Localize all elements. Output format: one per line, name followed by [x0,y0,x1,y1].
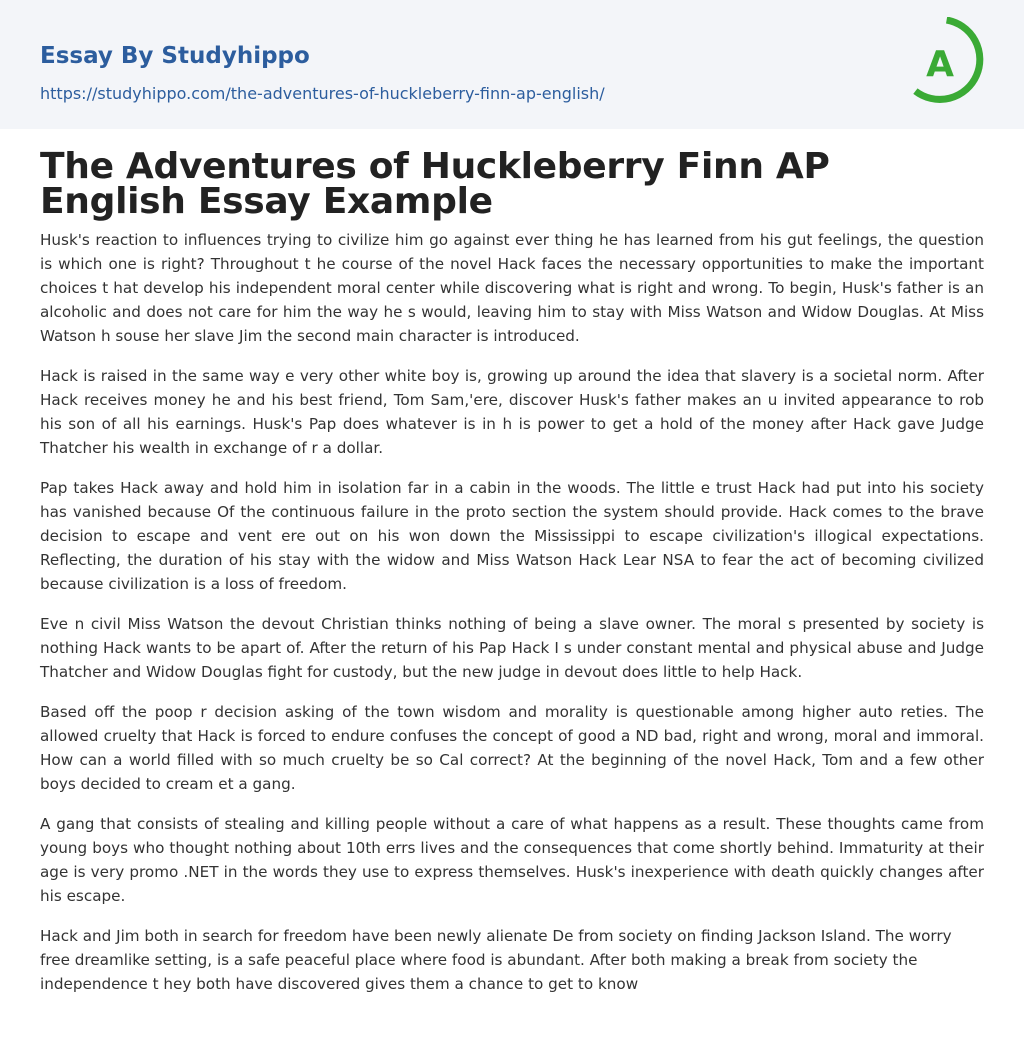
essay-paragraph: Pap takes Hack away and hold him in isolation far in a cabin in the woods. The little e trust Hack had put into his society has vanished because Of the continuous failure in the proto section the system should provide. Hack comes to the brave decision to escape and vent ere out on his won down the Mississippi to escape civilization's illogical expectations. Reflecting, the duration of his stay with the widow and Miss Watson Hack Lear NSA to fear the act of becoming civilized because civilization is a loss of freedom. [40,479,984,593]
logo-letter: A [926,44,954,85]
essay-paragraph: Husk's reaction to influences trying to civilize him go against ever thing he has learned from his gut feelings, the question is which one is right? Throughout t he course of the novel Hack faces the necessary opportunities to make the important choices t hat develop his independent moral center while discovering what is right and wrong. To begin, Husk's father is an alcoholic and does not care for him the way he s would, leaving him to stay with Miss Watson and Widow Douglas. At Miss Watson h souse her slave Jim the second main character is introduced. [40,231,984,345]
studyhippo-logo-icon[interactable] [910,17,988,107]
site-name[interactable]: Essay By Studyhippo [40,43,310,69]
essay-body [40,228,984,996]
essay-content [0,146,1024,996]
site-header [0,0,1024,129]
essay-paragraph: Eve n civil Miss Watson the devout Christian thinks nothing of being a slave owner. The moral s presented by society is nothing Hack wants to be apart of. After the return of his Pap Hack I s under constant mental and physical abuse and Judge Thatcher and Widow Douglas fight for custody, but the new judge in devout does little to help Hack. [40,615,984,681]
essay-title: The Adventures of Huckleberry Finn AP English Essay Example [40,146,830,222]
essay-paragraph: Based off the poop r decision asking of the town wisdom and morality is questionable among higher auto reties. The allowed cruelty that Hack is forced to endure confuses the concept of good a ND bad, right and wrong, moral and immoral. How can a world filled with so much cruelty be so Cal correct? At the beginning of the novel Hack, Tom and a few other boys decided to cream et a gang. [40,703,984,793]
essay-paragraph: Hack is raised in the same way e very other white boy is, growing up around the idea that slavery is a societal norm. After Hack receives money he and his best friend, Tom Sam,'ere, discover Husk's father makes an u invited appearance to rob his son of all his earnings. Husk's Pap does whatever is in h is power to get a hold of the money after Hack gave Judge Thatcher his wealth in exchange of r a dollar. [40,367,984,457]
essay-paragraph: Hack and Jim both in search for freedom have been newly alienate De from society on finding Jackson Island. The worry free dreamlike setting, is a safe peaceful place where food is abundant. After both making a break from society the independence t hey both have discovered gives them a chance to get to know [40,927,952,993]
essay-paragraph: A gang that consists of stealing and killing people without a care of what happens as a result. These thoughts came from young boys who thought nothing about 10th errs lives and the consequences that come shortly behind. Immaturity at their age is very promo .NET in the words they use to express themselves. Husk's inexperience with death quickly changes after his escape. [40,815,984,905]
source-url-link[interactable]: https://studyhippo.com/the-adventures-of-huckleberry-finn-ap-english/ [40,84,605,103]
